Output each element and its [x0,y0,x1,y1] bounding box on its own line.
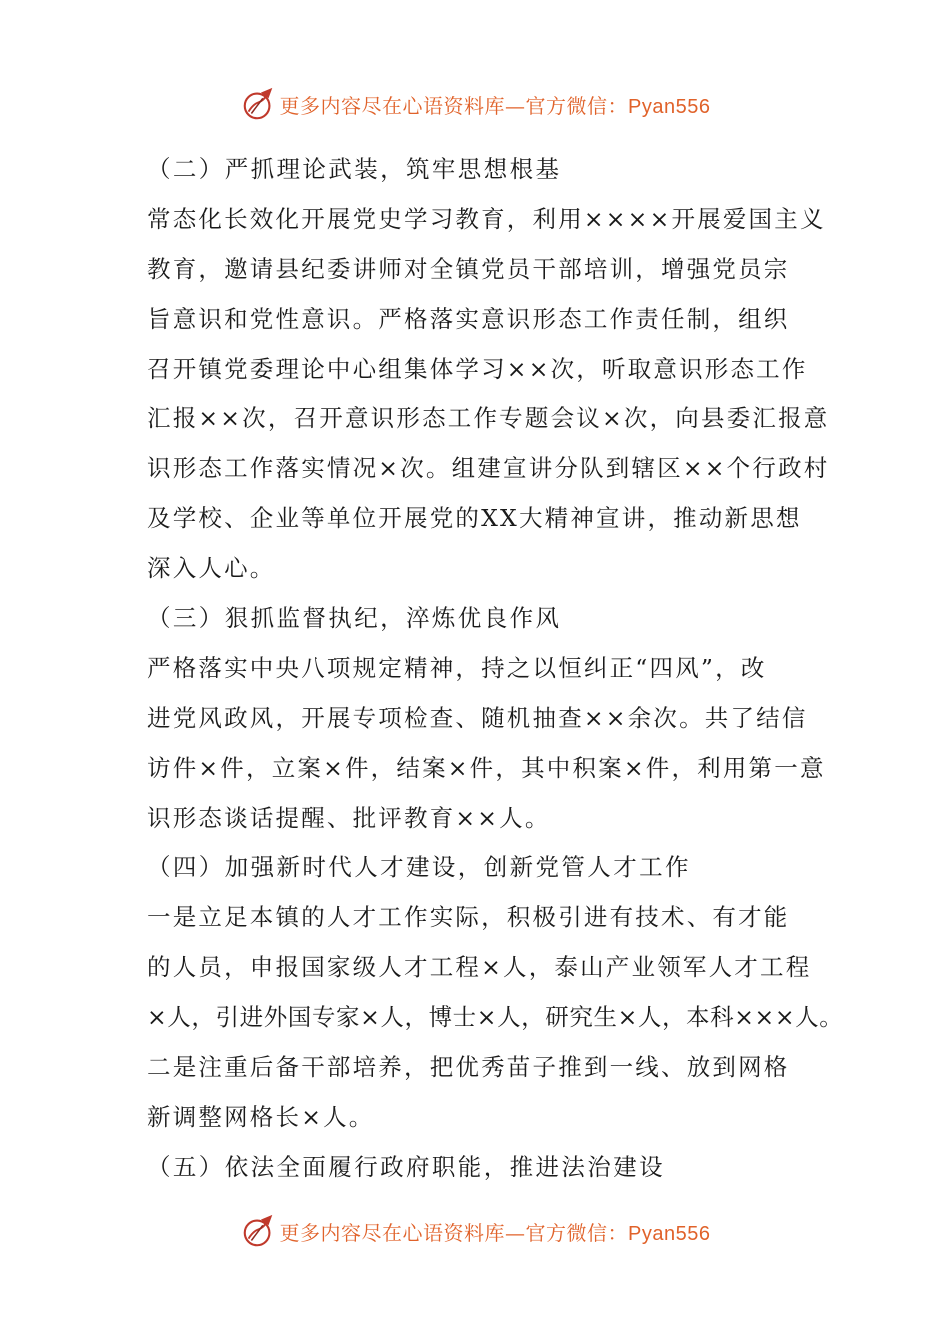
paragraph-line: 教育，邀请县纪委讲师对全镇党员干部培训，增强党员宗 [147,254,790,283]
paragraph-line: 新调整网格长×人。 [147,1102,375,1131]
paragraph-line: 进党风政风，开展专项检查、随机抽查××余次。共了结信 [147,703,808,732]
banner-brand: 更多内容尽在心语资料库 [279,93,506,118]
paragraph-line: 识形态工作落实情况×次。组建宣讲分队到辖区××个行政村 [147,454,830,483]
paragraph-line: 深入人心。 [147,554,276,583]
paragraph-line: 二是注重后备干部培养，把优秀苗子推到一线、放到网格 [147,1053,790,1082]
pen-logo-icon [240,85,278,123]
banner-wechat-id: Pyan556 [628,95,711,118]
banner-text [280,90,711,119]
section-heading-5: （五）依法全面履行政府职能，推进法治建设 [147,1152,665,1181]
section-heading-4: （四）加强新时代人才建设，创新党管人才工作 [147,853,691,882]
paragraph-line: 严格落实中央八项规定精神，持之以恒纠正“四风”，改 [147,653,767,682]
footer-banner [0,1211,950,1251]
document-body [147,145,844,1193]
paragraph-line: 召开镇党委理论中心组集体学习××次，听取意识形态工作 [147,354,808,383]
paragraph-line: 的人员，申报国家级人才工程×人，泰山产业领军人才工程 [147,953,812,982]
banner-wechat-label: 官方微信： [525,93,629,118]
paragraph-line: 访件×件，立案×件，结案×件，其中积案×件，利用第一意 [147,753,826,782]
paragraph-line: ×人，引进外国专家×人，博士×人，研究生×人，本科×××人。 [147,1003,844,1032]
banner-wechat-id: Pyan556 [628,1222,711,1245]
header-banner [0,84,950,124]
banner-wechat-label: 官方微信： [525,1220,629,1245]
paragraph-line: 识形态谈话提醒、批评教育××人。 [147,803,551,832]
pen-logo-icon [240,1212,278,1250]
banner-dash: — [505,93,526,118]
banner-brand: 更多内容尽在心语资料库 [279,1220,506,1245]
paragraph-line: 汇报××次，召开意识形态工作专题会议×次，向县委汇报意 [147,404,830,433]
banner-text [280,1217,711,1246]
paragraph-line: 一是立足本镇的人才工作实际，积极引进有技术、有才能 [147,903,790,932]
section-heading-3: （三）狠抓监督执纪，淬炼优良作风 [147,604,562,633]
banner-dash: — [505,1220,526,1245]
paragraph-line: 常态化长效化开展党史学习教育，利用××××开展爱国主义 [147,204,826,233]
paragraph-line: 旨意识和党性意识。严格落实意识形态工作责任制，组织 [147,304,790,333]
section-heading-2: （二）严抓理论武装，筑牢思想根基 [147,155,562,183]
paragraph-line: 及学校、企业等单位开展党的XX大精神宣讲，推动新思想 [147,504,802,533]
